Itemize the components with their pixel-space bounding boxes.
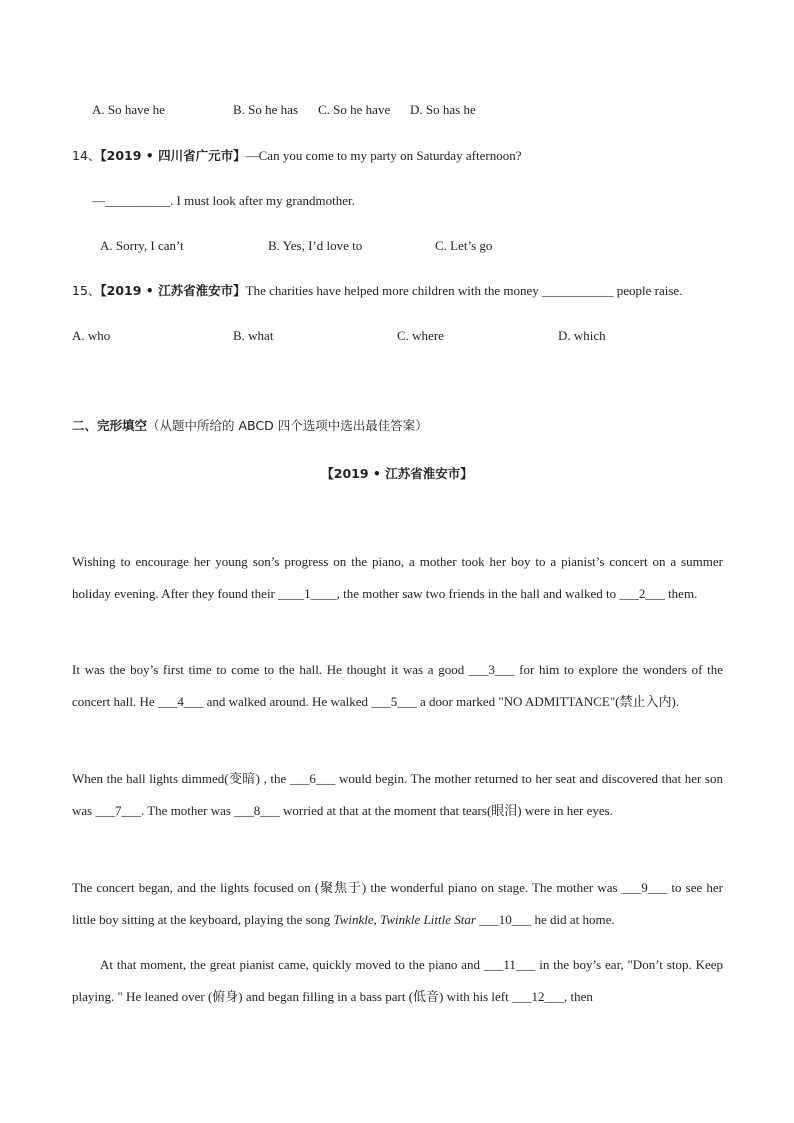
passage-p3-text: When the hall lights dimmed(变暗) , the ___6___ would begin. The mother returned to her seat and discovered that her son was ___7___. The mother was ___8___ worried at that at the moment that tears(眼泪) were in her eyes.: [72, 771, 723, 818]
passage-paragraph-5: [72, 949, 723, 1013]
section2-heading-line: [72, 418, 428, 434]
passage-p4-text-b: ___10___ he did at home.: [475, 912, 615, 927]
q14-option-b: B. Yes, I’d love to: [268, 238, 363, 253]
section2-heading: 二、完形填空: [72, 418, 148, 433]
passage-paragraph-3: [72, 763, 723, 827]
passage-paragraph-4: [72, 872, 723, 936]
passage-p4-song: Twinkle, Twinkle Little Star: [333, 912, 476, 927]
section2-instruction: （从题中所给的 ABCD 四个选项中选出最佳答案）: [147, 418, 428, 433]
q15-option-b: B. what: [233, 328, 274, 343]
q15-stem: The charities have helped more children with the money ___________ people raise.: [245, 283, 683, 298]
q14-stem-line: [72, 148, 521, 164]
q14-option-c: C. Let’s go: [435, 238, 493, 253]
q14-stem: —Can you come to my party on Saturday afternoon?: [245, 148, 522, 163]
passage-paragraph-2: [72, 654, 723, 718]
q15-option-c: C. where: [397, 328, 444, 343]
passage-p2-text: It was the boy’s first time to come to the hall. He thought it was a good ___3___ for him to explore the wonders of the concert hall. He ___4___ and walked around. He walked ___5___ a door marked "NO ADMITTANCE"(禁止入内).: [72, 662, 723, 709]
q14-number: 14、: [72, 148, 101, 163]
q13-option-c: C. So he have: [318, 102, 391, 117]
q14-option-a: A. Sorry, I can’t: [100, 238, 184, 253]
q14-source: 【2019 • 四川省广元市】: [100, 148, 246, 163]
q13-option-b: B. So he has: [233, 102, 298, 117]
passage-p4-text-a: The concert began, and the lights focused on (聚焦于) the wonderful piano on stage. The mother was ___9___ to see her little boy sitting at the keyboard, playing the song: [72, 880, 723, 927]
q14-reply: —__________. I must look after my grandmother.: [92, 193, 355, 208]
passage-p1-text: Wishing to encourage her young son’s progress on the piano, a mother took her boy to a pianist’s concert on a summer holiday evening. After they found their ____1____, the mother saw two friends in the hall and walked to ___2___ them.: [72, 554, 723, 601]
q13-option-a: A. So have he: [92, 102, 165, 117]
section2-source: 【2019 • 江苏省淮安市】: [321, 466, 473, 481]
q15-number: 15、: [72, 283, 101, 298]
q15-option-a: A. who: [72, 328, 111, 343]
passage-paragraph-1: [72, 546, 723, 610]
q13-option-d: D. So has he: [410, 102, 476, 117]
q15-stem-line: [72, 283, 682, 299]
passage-p5-text: At that moment, the great pianist came, quickly moved to the piano and ___11___ in the boy’s ear, "Don’t stop. Keep playing. " He leaned over (俯身) and began filling in a bass part (低音) with his left ___12___, then: [72, 957, 723, 1004]
q15-option-d: D. which: [558, 328, 606, 343]
q15-source: 【2019 • 江苏省淮安市】: [100, 283, 246, 298]
